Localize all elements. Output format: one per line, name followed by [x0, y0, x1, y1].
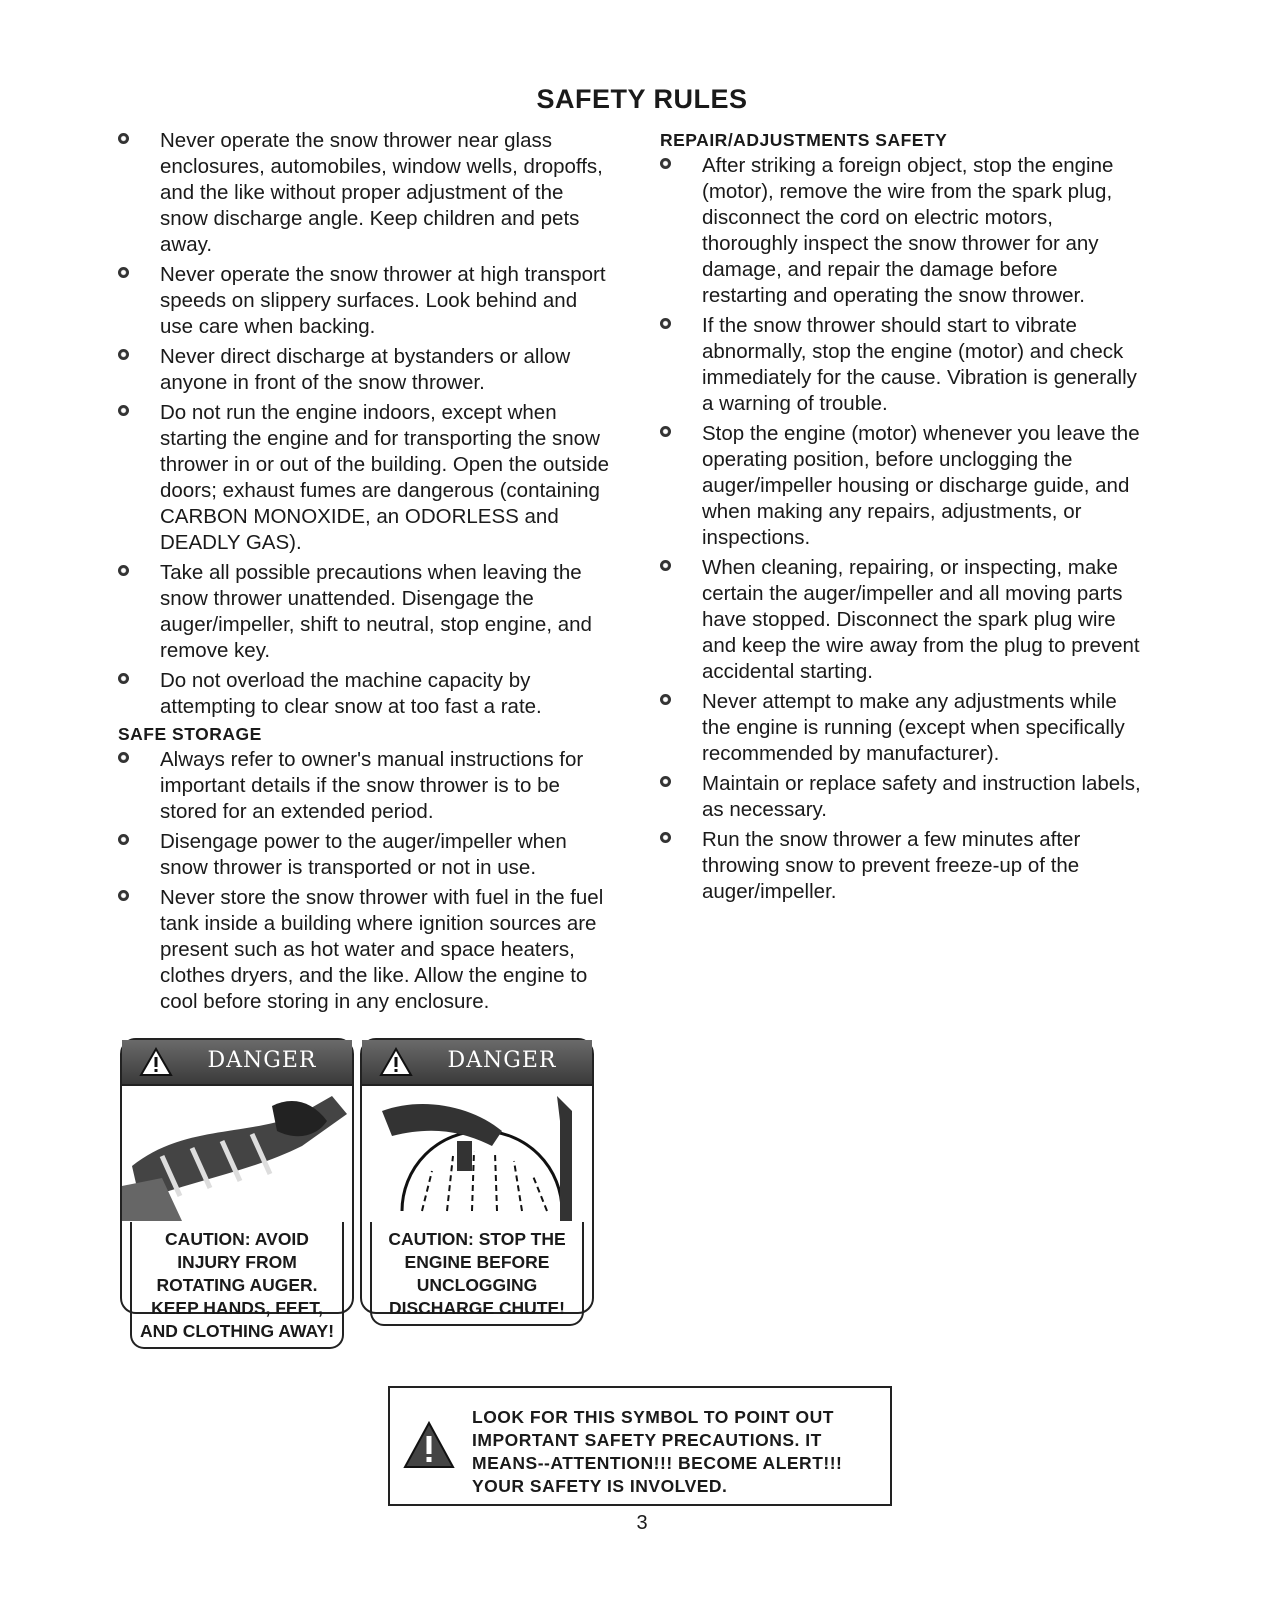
storage-rule-list — [118, 747, 610, 1015]
bullet-icon — [118, 834, 129, 845]
list-item — [660, 153, 1142, 309]
danger-label: DANGER — [447, 1048, 557, 1073]
bullet-icon — [118, 565, 129, 576]
rule-text: Do not run the engine indoors, except when starting the engine and for transporting the snow thrower in or out of the building. Open the outside doors; exhaust fumes are dangerous (containing CARBON MONOXIDE, an ODORLESS and DEADLY GAS). — [160, 401, 610, 554]
list-item — [118, 668, 610, 720]
rule-text: After striking a foreign object, stop the engine (motor), remove the wire from the spark plug, disconnect the cord on electric motors, thoroughly inspect the snow thrower for any damage, and repair the damage before restarting and operating the snow thrower. — [702, 154, 1114, 307]
list-item — [118, 829, 610, 881]
bullet-icon — [118, 349, 129, 360]
rule-text: Never operate the snow thrower near glass enclosures, automobiles, window wells, dropoffs, and the like without proper adjustment of the snow discharge angle. Keep children and pets away. — [160, 129, 603, 256]
list-item — [660, 771, 1142, 823]
list-item — [118, 885, 610, 1015]
rule-text: When cleaning, repairing, or inspecting, make certain the auger/impeller and all moving parts have stopped. Disconnect the spark plug wire and keep the wire away from the plug to prevent accidental starting. — [702, 556, 1140, 683]
bullet-icon — [660, 776, 671, 787]
list-item — [118, 344, 610, 396]
bullet-icon — [660, 426, 671, 437]
list-item — [118, 560, 610, 664]
safety-symbol-notice — [388, 1386, 892, 1506]
rule-text: Stop the engine (motor) whenever you leave the operating position, before unclogging the auger/impeller housing or discharge guide, and when making any repairs, adjustments, or inspections. — [702, 422, 1140, 549]
rule-text: If the snow thrower should start to vibrate abnormally, stop the engine (motor) and check immediately for the cause. Vibration is generally a warning of trouble. — [702, 314, 1137, 415]
bullet-icon — [118, 752, 129, 763]
rule-text: Disengage power to the auger/impeller when snow thrower is transported or not in use. — [160, 830, 567, 879]
repair-rule-list — [660, 153, 1142, 905]
warning-triangle-icon — [140, 1048, 172, 1076]
list-item — [660, 827, 1142, 905]
page-title: SAFETY RULES — [536, 84, 748, 114]
bullet-icon — [118, 673, 129, 684]
bullet-icon — [660, 158, 671, 169]
bullet-icon — [118, 267, 129, 278]
rule-text: Never attempt to make any adjustments while the engine is running (except when specifically recommended by manufacturer). — [702, 690, 1125, 765]
left-column — [118, 128, 610, 1019]
bullet-icon — [660, 832, 671, 843]
bullet-icon — [118, 133, 129, 144]
safe-storage-heading: SAFE STORAGE — [118, 724, 262, 744]
list-item — [118, 400, 610, 556]
bullet-icon — [660, 318, 671, 329]
list-item — [660, 421, 1142, 551]
rule-list — [118, 128, 610, 720]
list-item — [660, 555, 1142, 685]
safety-alert-symbol-icon — [404, 1422, 454, 1468]
rule-text: Never store the snow thrower with fuel in the fuel tank inside a building where ignition sources are present such as hot water and space heaters, clothes dryers, and the like. Allow the engine to cool before storing in any enclosure. — [160, 886, 604, 1013]
rule-text: Run the snow thrower a few minutes after throwing snow to prevent freeze-up of the auger/impeller. — [702, 828, 1081, 903]
danger-decal-chute — [360, 1038, 594, 1318]
auger-illustration-icon — [122, 1086, 352, 1221]
danger-band — [362, 1040, 592, 1086]
list-item — [660, 689, 1142, 767]
notice-text: LOOK FOR THIS SYMBOL TO POINT OUT IMPORTANT SAFETY PRECAUTIONS. IT MEANS--ATTENTION!!! BECOME ALERT!!! YOUR SAFETY IS INVOLVED. — [472, 1407, 843, 1496]
danger-label: DANGER — [207, 1048, 317, 1073]
list-item — [118, 128, 610, 258]
rule-text: Never direct discharge at bystanders or allow anyone in front of the snow thrower. — [160, 345, 571, 394]
list-item — [118, 262, 610, 340]
list-item — [118, 747, 610, 825]
bullet-icon — [660, 694, 671, 705]
bullet-icon — [118, 405, 129, 416]
list-item — [660, 313, 1142, 417]
page-number: 3 — [636, 1512, 648, 1534]
rule-text: Never operate the snow thrower at high transport speeds on slippery surfaces. Look behind and use care when backing. — [160, 263, 606, 338]
decal-caption: CAUTION: STOP THE ENGINE BEFORE UNCLOGGING DISCHARGE CHUTE! — [370, 1222, 584, 1326]
danger-decal-auger — [120, 1038, 354, 1341]
repair-heading: REPAIR/ADJUSTMENTS SAFETY — [660, 130, 948, 150]
bullet-icon — [660, 560, 671, 571]
rule-text: Always refer to owner's manual instructions for important details if the snow thrower is to be stored for an extended period. — [160, 748, 584, 823]
rule-text: Do not overload the machine capacity by attempting to clear snow at too fast a rate. — [160, 669, 542, 718]
decal-caption: CAUTION: AVOID INJURY FROM ROTATING AUGER. KEEP HANDS, FEET, AND CLOTHING AWAY! — [130, 1222, 344, 1349]
rule-text: Take all possible precautions when leaving the snow thrower unattended. Disengage the auger/impeller, shift to neutral, stop engine, and remove key. — [160, 561, 592, 662]
warning-triangle-icon — [380, 1048, 412, 1076]
bullet-icon — [118, 890, 129, 901]
chute-illustration-icon — [362, 1086, 592, 1221]
rule-text: Maintain or replace safety and instruction labels, as necessary. — [702, 772, 1141, 821]
danger-band — [122, 1040, 352, 1086]
right-column — [660, 128, 1142, 909]
